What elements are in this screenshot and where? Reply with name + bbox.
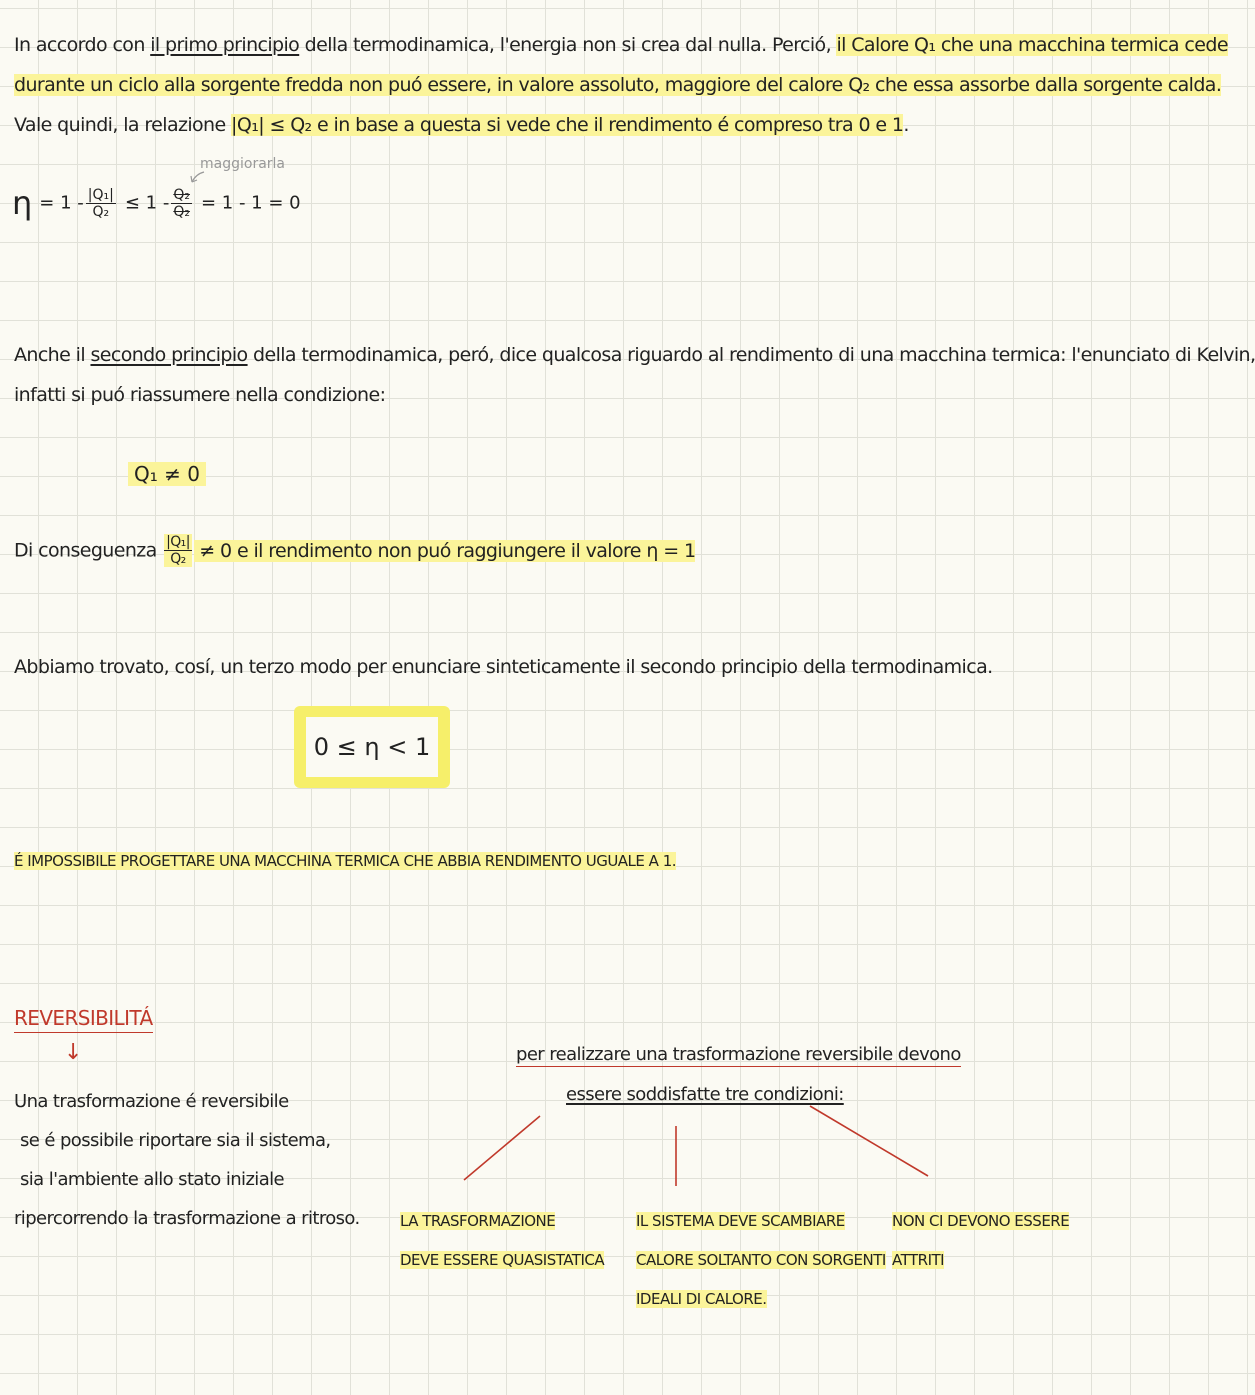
- intro-line-2: durante un ciclo alla sorgente fredda non puó essere, in valore assoluto, maggiore del calore Q₂ che essa assorbe dalla sorgente calda.: [14, 74, 1222, 96]
- condition-2-line: IDEALI DI CALORE.: [636, 1290, 767, 1308]
- formula-part: ≤ 1 -: [124, 192, 170, 214]
- first-principle-label: il primo principio: [150, 34, 300, 56]
- definition-line: sia l'ambiente allo stato iniziale: [20, 1169, 284, 1190]
- inequality-text: 0 ≤ η < 1: [306, 717, 438, 777]
- conditions-intro-2: essere soddisfatte tre condizioni:: [566, 1084, 844, 1105]
- second-principle-label: secondo principio: [90, 344, 248, 366]
- annotation-maggiorarla: maggiorarla: [200, 156, 286, 172]
- condition-1-line: LA TRASFORMAZIONE: [400, 1212, 556, 1230]
- condition-3-line: ATTRITI: [892, 1251, 945, 1269]
- kelvin-condition: Q₁ ≠ 0: [128, 462, 206, 486]
- fraction-numerator: Q₂: [173, 186, 190, 203]
- third-way-text: Abbiamo trovato, cosí, un terzo modo per enunciare sinteticamente il secondo principio della termodinamica.: [14, 656, 993, 678]
- formula-part: = 1 - 1 = 0: [200, 192, 301, 214]
- branch-line-left: [464, 1116, 540, 1180]
- branch-line-right: [810, 1106, 928, 1176]
- intro-highlight: il Calore Q₁ che una macchina termica cede: [836, 34, 1228, 56]
- condition-3: [892, 1202, 1069, 1280]
- relation-highlight: |Q₁| ≤ Q₂ e in base a questa si vede che il rendimento é compreso tra 0 e 1: [231, 114, 904, 136]
- fraction-numerator: |Q₁|: [87, 186, 114, 203]
- condition-2: [636, 1202, 886, 1319]
- fraction-denominator: Q₂: [173, 203, 190, 220]
- conditions-intro-1: per realizzare una trasformazione reversibile devono: [516, 1044, 961, 1065]
- eta-symbol: η: [12, 184, 33, 222]
- down-arrow-icon: ↓: [64, 1040, 83, 1065]
- fraction-numerator: |Q₁|: [166, 534, 190, 550]
- definition-line: Una trasformazione é reversibile: [14, 1091, 289, 1112]
- impossible-statement: É IMPOSSIBILE PROGETTARE UNA MACCHINA TERMICA CHE ABBIA RENDIMENTO UGUALE A 1.: [14, 852, 677, 870]
- condition-2-line: CALORE SOLTANTO CON SORGENTI: [636, 1251, 886, 1269]
- second-line-2: infatti si puó riassumere nella condizione:: [14, 384, 386, 406]
- second-text: Anche il: [14, 344, 91, 366]
- definition-line: se é possibile riportare sia il sistema,: [20, 1130, 331, 1151]
- condition-3-line: NON CI DEVONO ESSERE: [892, 1212, 1070, 1230]
- intro-text: .: [903, 114, 909, 136]
- condition-1: [400, 1202, 604, 1280]
- formula-part: = 1 -: [39, 192, 84, 214]
- consequence-highlight: ≠ 0 e il rendimento non puó raggiungere il valore η = 1: [193, 539, 696, 562]
- condition-2-line: IL SISTEMA DEVE SCAMBIARE: [636, 1212, 845, 1230]
- definition-line: ripercorrendo la trasformazione a ritroso.: [14, 1208, 360, 1229]
- reversibility-title: REVERSIBILITÁ: [14, 1006, 153, 1033]
- intro-text: della termodinamica, l'energia non si crea dal nulla. Perció,: [299, 34, 837, 56]
- intro-text: In accordo con: [14, 34, 151, 56]
- consequence-text: Di conseguenza: [14, 539, 163, 562]
- condition-1-line: DEVE ESSERE QUASISTATICA: [400, 1251, 605, 1269]
- intro-text: Vale quindi, la relazione: [14, 114, 232, 136]
- fraction-denominator: Q₂: [170, 551, 186, 567]
- fraction-denominator: Q₂: [92, 203, 110, 220]
- second-text: della termodinamica, peró, dice qualcosa riguardo al rendimento di una macchina termica: l'enunciato di Kelvin,: [247, 344, 1255, 366]
